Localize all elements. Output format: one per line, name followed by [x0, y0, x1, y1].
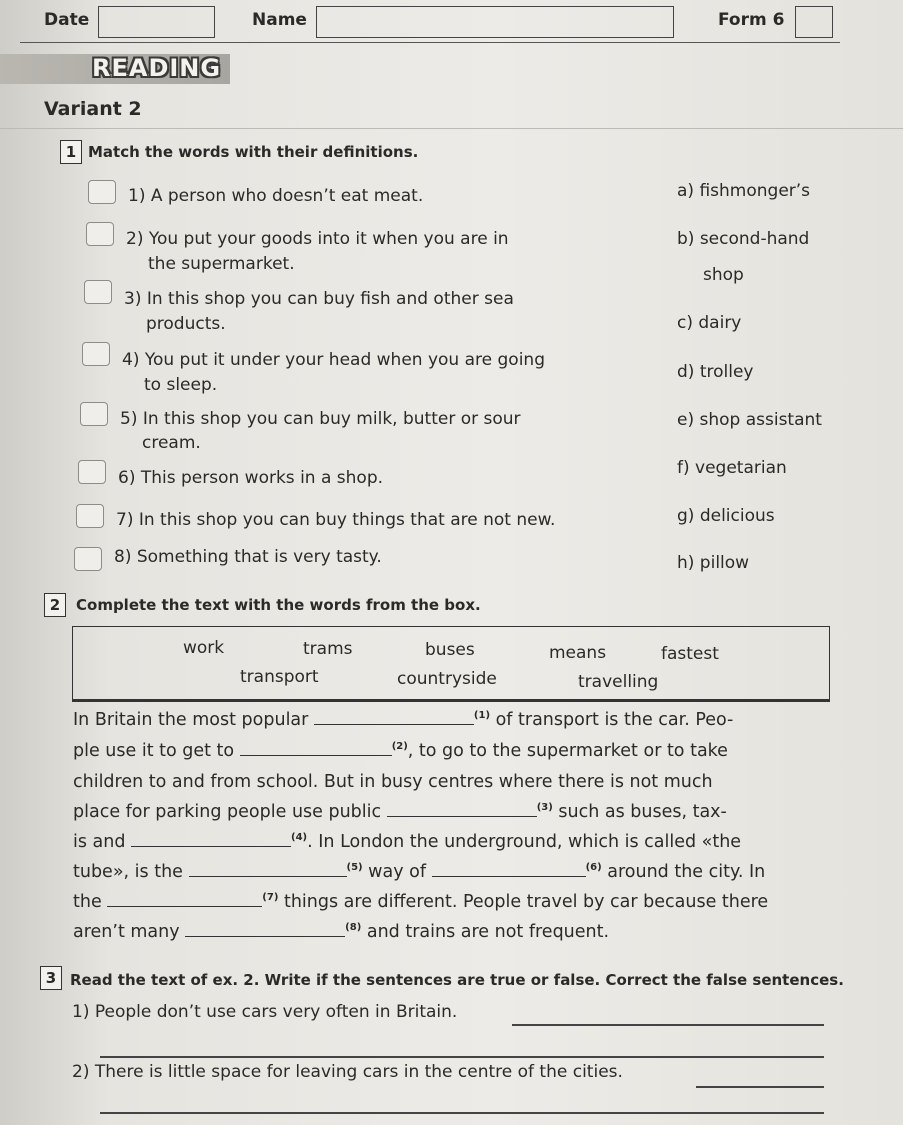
text-line-7: [73, 892, 768, 912]
text-line-3: [73, 772, 713, 792]
option-e: e) shop assistant: [677, 410, 822, 430]
text-fragment: aren’t many: [73, 922, 186, 942]
statement-2: 2) There is little space for leaving cars in the centre of the cities.: [72, 1062, 623, 1082]
text-fragment: way of: [362, 862, 432, 882]
variant-label: Variant 2: [44, 98, 142, 120]
gap-5[interactable]: [189, 862, 347, 877]
answer-box-6[interactable]: [78, 460, 106, 484]
answer-box-1[interactable]: [88, 180, 116, 204]
word-item: fastest: [661, 644, 719, 664]
gap-number: (5): [346, 862, 363, 874]
text-fragment: place for parking people use public: [73, 802, 387, 822]
question-2: 2) You put your goods into it when you are in: [126, 229, 509, 249]
text-fragment: of transport is the car. Peo-: [490, 710, 734, 730]
task3-number: 3: [40, 966, 62, 990]
option-h: h) pillow: [677, 553, 750, 573]
option-c: c) dairy: [677, 313, 742, 333]
gap-4[interactable]: [131, 832, 291, 847]
text-line-8: [73, 922, 609, 942]
text-fragment: is and: [73, 832, 132, 852]
gap-number: (2): [391, 741, 408, 753]
name-label: Name: [252, 10, 307, 30]
text-line-2: [73, 741, 728, 761]
text-line-6: [73, 862, 765, 882]
date-label: Date: [44, 10, 90, 30]
task1-number: 1: [60, 140, 82, 164]
option-b: b) second-hand: [677, 229, 810, 249]
date-field[interactable]: [98, 6, 215, 38]
option-d: d) trolley: [677, 362, 754, 382]
gap-7[interactable]: [107, 892, 262, 907]
divider: [0, 128, 903, 129]
gap-number: (4): [291, 832, 308, 844]
text-fragment: around the city. In: [601, 862, 766, 882]
gap-2[interactable]: [240, 741, 392, 756]
word-box: [72, 626, 830, 702]
text-fragment: . In London the underground, which is called «the: [307, 832, 742, 852]
question-1: 1) A person who doesn’t eat meat.: [128, 186, 424, 206]
task3-instruction: Read the text of ex. 2. Write if the sentences are true or false. Correct the false sentences.: [70, 971, 844, 989]
text-fragment: tube», is the: [73, 862, 189, 882]
text-fragment: the: [73, 892, 108, 912]
word-item: countryside: [397, 669, 497, 689]
word-item: work: [183, 638, 225, 658]
gap-6[interactable]: [432, 862, 586, 877]
gap-number: (3): [536, 802, 553, 814]
answer-box-5[interactable]: [80, 402, 108, 426]
gap-number: (7): [262, 892, 279, 904]
question-5: 5) In this shop you can buy milk, butter or sour: [120, 409, 521, 429]
text-fragment: ple use it to get to: [73, 741, 240, 761]
question-6: 6) This person works in a shop.: [118, 468, 384, 488]
option-f: f) vegetarian: [677, 458, 787, 478]
gap-number: (8): [345, 922, 362, 934]
statement-1: 1) People don’t use cars very often in Britain.: [72, 1002, 458, 1022]
text-fragment: children to and from school. But in busy centres where there is not much: [73, 772, 713, 792]
text-fragment: and trains are not frequent.: [361, 922, 610, 942]
text-fragment: , to go to the supermarket or to take: [407, 741, 728, 761]
option-g: g) delicious: [677, 506, 775, 526]
text-fragment: such as buses, tax-: [552, 802, 727, 822]
gap-3[interactable]: [387, 802, 537, 817]
question-4-cont: to sleep.: [144, 375, 218, 395]
answer-box-8[interactable]: [74, 547, 102, 571]
question-2-cont: the supermarket.: [148, 254, 295, 274]
header-rule: [20, 42, 840, 43]
text-fragment: In Britain the most popular: [73, 710, 314, 730]
question-3-cont: products.: [146, 314, 226, 334]
option-a: a) fishmonger’s: [677, 181, 811, 201]
answer-line[interactable]: [100, 1112, 824, 1114]
question-7: 7) In this shop you can buy things that are not new.: [116, 510, 556, 530]
answer-line[interactable]: [696, 1086, 824, 1088]
form-label: Form 6: [718, 10, 785, 30]
answer-line[interactable]: [512, 1024, 824, 1026]
gap-number: (6): [585, 862, 602, 874]
option-b-cont: shop: [703, 265, 744, 285]
gap-number: (1): [473, 710, 491, 722]
form-field[interactable]: [795, 6, 833, 38]
word-item: trams: [303, 639, 353, 659]
word-item: transport: [240, 667, 319, 687]
word-item: buses: [425, 640, 475, 660]
gap-1[interactable]: [314, 710, 474, 725]
task1-instruction: Match the words with their definitions.: [88, 143, 419, 161]
task2-instruction: Complete the text with the words from the box.: [76, 596, 481, 614]
question-8: 8) Something that is very tasty.: [114, 547, 382, 567]
answer-box-3[interactable]: [84, 280, 112, 304]
answer-box-7[interactable]: [76, 504, 104, 528]
task2-number: 2: [44, 593, 66, 617]
word-item: means: [549, 643, 607, 663]
question-5-cont: cream.: [142, 433, 201, 453]
answer-box-2[interactable]: [86, 222, 114, 246]
answer-box-4[interactable]: [82, 342, 110, 366]
section-title: READING: [92, 54, 222, 82]
gap-8[interactable]: [185, 922, 345, 937]
answer-line[interactable]: [100, 1056, 824, 1058]
question-4: 4) You put it under your head when you are going: [122, 350, 545, 370]
text-line-4: [73, 802, 727, 822]
question-3: 3) In this shop you can buy fish and other sea: [124, 289, 514, 309]
text-line-5: [73, 832, 741, 852]
name-field[interactable]: [316, 6, 674, 38]
word-item: travelling: [578, 672, 659, 692]
text-line-1: [73, 710, 733, 730]
text-fragment: things are different. People travel by car because there: [278, 892, 769, 912]
